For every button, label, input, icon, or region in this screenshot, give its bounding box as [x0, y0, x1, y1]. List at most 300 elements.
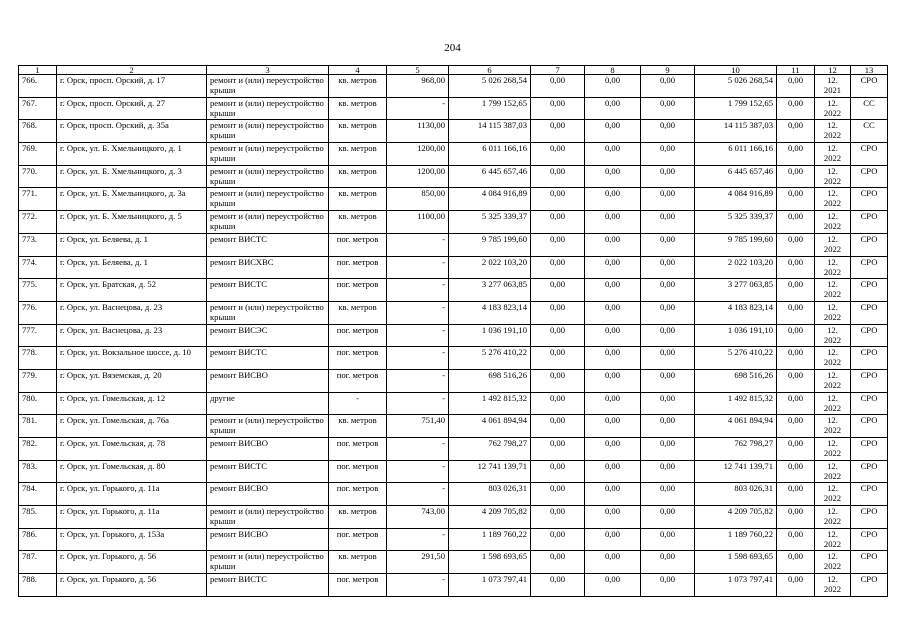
work-type-cell: ремонт и (или) переустройство крыши [207, 143, 329, 166]
capital-repair-table [18, 65, 888, 597]
col7-cell: 0,00 [531, 188, 585, 211]
col9-cell: 0,00 [641, 97, 695, 120]
col9-cell: 0,00 [641, 506, 695, 529]
col11-cell: 0,00 [777, 143, 815, 166]
table-row [19, 279, 888, 302]
method-cell: СРО [851, 211, 888, 234]
col8-cell: 0,00 [585, 369, 641, 392]
col8-cell: 0,00 [585, 506, 641, 529]
volume-cell: - [387, 438, 449, 461]
col9-cell: 0,00 [641, 574, 695, 597]
total-cell: 1 189 760,22 [695, 528, 777, 551]
method-cell: СРО [851, 460, 888, 483]
row-number: 782. [19, 438, 57, 461]
deadline-cell: 12. 2022 [815, 97, 851, 120]
cost-cell: 4 084 916,89 [449, 188, 531, 211]
deadline-cell: 12. 2022 [815, 301, 851, 324]
total-cell: 4 061 894,94 [695, 415, 777, 438]
work-type-cell: ремонт ВИСТС [207, 460, 329, 483]
table-row [19, 551, 888, 574]
col11-cell: 0,00 [777, 279, 815, 302]
volume-cell: - [387, 97, 449, 120]
column-header: 5 [387, 66, 449, 75]
col7-cell: 0,00 [531, 279, 585, 302]
cost-cell: 803 026,31 [449, 483, 531, 506]
address-cell: г. Орск, ул. Б. Хмельницкого, д. 3а [57, 188, 207, 211]
col9-cell: 0,00 [641, 392, 695, 415]
table-row [19, 120, 888, 143]
deadline-cell: 12. 2022 [815, 460, 851, 483]
volume-cell: - [387, 301, 449, 324]
address-cell: г. Орск, ул. Братская, д. 52 [57, 279, 207, 302]
work-type-cell: ремонт и (или) переустройство крыши [207, 120, 329, 143]
table-body [19, 75, 888, 597]
col9-cell: 0,00 [641, 415, 695, 438]
row-number: 770. [19, 165, 57, 188]
address-cell: г. Орск, просп. Орский, д. 35а [57, 120, 207, 143]
volume-cell: 291,50 [387, 551, 449, 574]
deadline-cell: 12. 2022 [815, 256, 851, 279]
total-cell: 14 115 387,03 [695, 120, 777, 143]
col8-cell: 0,00 [585, 97, 641, 120]
col9-cell: 0,00 [641, 301, 695, 324]
col11-cell: 0,00 [777, 506, 815, 529]
total-cell: 12 741 139,71 [695, 460, 777, 483]
volume-cell: - [387, 483, 449, 506]
cost-cell: 5 325 339,37 [449, 211, 531, 234]
work-type-cell: ремонт ВИСТС [207, 574, 329, 597]
cost-cell: 1 189 760,22 [449, 528, 531, 551]
col9-cell: 0,00 [641, 460, 695, 483]
method-cell: СРО [851, 233, 888, 256]
table-row [19, 460, 888, 483]
total-cell: 5 325 339,37 [695, 211, 777, 234]
address-cell: г. Орск, ул. Горького, д. 56 [57, 574, 207, 597]
table-row [19, 324, 888, 347]
table-row [19, 415, 888, 438]
deadline-cell: 12. 2022 [815, 438, 851, 461]
col7-cell: 0,00 [531, 120, 585, 143]
column-number-row [19, 66, 888, 75]
total-cell: 1 036 191,10 [695, 324, 777, 347]
method-cell: СРО [851, 415, 888, 438]
table-row [19, 438, 888, 461]
unit-cell: пог. метров [329, 347, 387, 370]
method-cell: СРО [851, 279, 888, 302]
col8-cell: 0,00 [585, 460, 641, 483]
deadline-cell: 12. 2022 [815, 415, 851, 438]
volume-cell: 1200,00 [387, 143, 449, 166]
unit-cell: пог. метров [329, 528, 387, 551]
method-cell: СРО [851, 369, 888, 392]
row-number: 766. [19, 75, 57, 98]
volume-cell: - [387, 528, 449, 551]
row-number: 783. [19, 460, 57, 483]
method-cell: СРО [851, 438, 888, 461]
row-number: 779. [19, 369, 57, 392]
col9-cell: 0,00 [641, 143, 695, 166]
work-type-cell: ремонт ВИСЭС [207, 324, 329, 347]
col8-cell: 0,00 [585, 279, 641, 302]
volume-cell: 1130,00 [387, 120, 449, 143]
col11-cell: 0,00 [777, 551, 815, 574]
cost-cell: 1 799 152,65 [449, 97, 531, 120]
column-header: 6 [449, 66, 531, 75]
cost-cell: 12 741 139,71 [449, 460, 531, 483]
table-row [19, 301, 888, 324]
unit-cell: пог. метров [329, 438, 387, 461]
work-type-cell: ремонт и (или) переустройство крыши [207, 75, 329, 98]
row-number: 771. [19, 188, 57, 211]
cost-cell: 3 277 063,85 [449, 279, 531, 302]
unit-cell: пог. метров [329, 574, 387, 597]
col8-cell: 0,00 [585, 256, 641, 279]
work-type-cell: ремонт ВИСВО [207, 483, 329, 506]
column-header: 11 [777, 66, 815, 75]
col11-cell: 0,00 [777, 347, 815, 370]
unit-cell: - [329, 392, 387, 415]
table-row [19, 165, 888, 188]
col7-cell: 0,00 [531, 392, 585, 415]
volume-cell: 743,00 [387, 506, 449, 529]
col11-cell: 0,00 [777, 574, 815, 597]
total-cell: 9 785 199,60 [695, 233, 777, 256]
unit-cell: пог. метров [329, 483, 387, 506]
unit-cell: кв. метров [329, 506, 387, 529]
cost-cell: 698 516,26 [449, 369, 531, 392]
col8-cell: 0,00 [585, 75, 641, 98]
work-type-cell: ремонт и (или) переустройство крыши [207, 415, 329, 438]
col9-cell: 0,00 [641, 211, 695, 234]
col8-cell: 0,00 [585, 233, 641, 256]
address-cell: г. Орск, просп. Орский, д. 27 [57, 97, 207, 120]
col9-cell: 0,00 [641, 369, 695, 392]
col11-cell: 0,00 [777, 392, 815, 415]
deadline-cell: 12. 2022 [815, 528, 851, 551]
cost-cell: 14 115 387,03 [449, 120, 531, 143]
total-cell: 3 277 063,85 [695, 279, 777, 302]
row-number: 788. [19, 574, 57, 597]
method-cell: СРО [851, 392, 888, 415]
row-number: 776. [19, 301, 57, 324]
col7-cell: 0,00 [531, 369, 585, 392]
col8-cell: 0,00 [585, 347, 641, 370]
col8-cell: 0,00 [585, 324, 641, 347]
deadline-cell: 12. 2021 [815, 75, 851, 98]
column-header: 2 [57, 66, 207, 75]
col8-cell: 0,00 [585, 143, 641, 166]
col11-cell: 0,00 [777, 97, 815, 120]
cost-cell: 5 276 410,22 [449, 347, 531, 370]
work-type-cell: ремонт ВИСВО [207, 438, 329, 461]
address-cell: г. Орск, ул. Горького, д. 11а [57, 483, 207, 506]
col11-cell: 0,00 [777, 324, 815, 347]
row-number: 778. [19, 347, 57, 370]
method-cell: СРО [851, 256, 888, 279]
table-row [19, 211, 888, 234]
unit-cell: кв. метров [329, 188, 387, 211]
col8-cell: 0,00 [585, 165, 641, 188]
cost-cell: 762 798,27 [449, 438, 531, 461]
row-number: 767. [19, 97, 57, 120]
col11-cell: 0,00 [777, 256, 815, 279]
col8-cell: 0,00 [585, 551, 641, 574]
row-number: 781. [19, 415, 57, 438]
table-row [19, 506, 888, 529]
volume-cell: - [387, 460, 449, 483]
address-cell: г. Орск, ул. Б. Хмельницкого, д. 5 [57, 211, 207, 234]
cost-cell: 6 445 657,46 [449, 165, 531, 188]
col7-cell: 0,00 [531, 75, 585, 98]
column-header: 3 [207, 66, 329, 75]
col11-cell: 0,00 [777, 438, 815, 461]
deadline-cell: 12. 2022 [815, 165, 851, 188]
col11-cell: 0,00 [777, 415, 815, 438]
unit-cell: пог. метров [329, 233, 387, 256]
cost-cell: 4 061 894,94 [449, 415, 531, 438]
col11-cell: 0,00 [777, 369, 815, 392]
work-type-cell: ремонт ВИСТС [207, 347, 329, 370]
col7-cell: 0,00 [531, 301, 585, 324]
work-type-cell: ремонт и (или) переустройство крыши [207, 165, 329, 188]
method-cell: СРО [851, 347, 888, 370]
col8-cell: 0,00 [585, 120, 641, 143]
column-header: 10 [695, 66, 777, 75]
col7-cell: 0,00 [531, 143, 585, 166]
col8-cell: 0,00 [585, 438, 641, 461]
total-cell: 2 022 103,20 [695, 256, 777, 279]
total-cell: 803 026,31 [695, 483, 777, 506]
table-row [19, 574, 888, 597]
col7-cell: 0,00 [531, 483, 585, 506]
unit-cell: кв. метров [329, 551, 387, 574]
row-number: 777. [19, 324, 57, 347]
address-cell: г. Орск, ул. Вокзальное шоссе, д. 10 [57, 347, 207, 370]
volume-cell: - [387, 324, 449, 347]
col9-cell: 0,00 [641, 75, 695, 98]
column-header: 12 [815, 66, 851, 75]
row-number: 772. [19, 211, 57, 234]
column-header: 4 [329, 66, 387, 75]
col9-cell: 0,00 [641, 528, 695, 551]
cost-cell: 5 026 268,54 [449, 75, 531, 98]
deadline-cell: 12. 2022 [815, 211, 851, 234]
col9-cell: 0,00 [641, 551, 695, 574]
unit-cell: кв. метров [329, 165, 387, 188]
cost-cell: 1 036 191,10 [449, 324, 531, 347]
table-row [19, 256, 888, 279]
deadline-cell: 12. 2022 [815, 392, 851, 415]
address-cell: г. Орск, ул. Беляева, д. 1 [57, 233, 207, 256]
work-type-cell: ремонт ВИСВО [207, 369, 329, 392]
address-cell: г. Орск, просп. Орский, д. 17 [57, 75, 207, 98]
column-header: 1 [19, 66, 57, 75]
table-row [19, 233, 888, 256]
deadline-cell: 12. 2022 [815, 143, 851, 166]
volume-cell: - [387, 392, 449, 415]
work-type-cell: ремонт ВИСТС [207, 279, 329, 302]
col7-cell: 0,00 [531, 506, 585, 529]
deadline-cell: 12. 2022 [815, 324, 851, 347]
col8-cell: 0,00 [585, 301, 641, 324]
deadline-cell: 12. 2022 [815, 369, 851, 392]
column-header: 8 [585, 66, 641, 75]
col7-cell: 0,00 [531, 415, 585, 438]
cost-cell: 2 022 103,20 [449, 256, 531, 279]
address-cell: г. Орск, ул. Гомельская, д. 78 [57, 438, 207, 461]
method-cell: СС [851, 120, 888, 143]
total-cell: 1 073 797,41 [695, 574, 777, 597]
unit-cell: кв. метров [329, 97, 387, 120]
address-cell: г. Орск, ул. Гомельская, д. 12 [57, 392, 207, 415]
address-cell: г. Орск, ул. Б. Хмельницкого, д. 3 [57, 165, 207, 188]
unit-cell: пог. метров [329, 256, 387, 279]
method-cell: СРО [851, 75, 888, 98]
work-type-cell: другие [207, 392, 329, 415]
row-number: 768. [19, 120, 57, 143]
table-row [19, 143, 888, 166]
unit-cell: кв. метров [329, 211, 387, 234]
cost-cell: 1 492 815,32 [449, 392, 531, 415]
col9-cell: 0,00 [641, 483, 695, 506]
col7-cell: 0,00 [531, 574, 585, 597]
cost-cell: 1 598 693,65 [449, 551, 531, 574]
total-cell: 6 011 166,16 [695, 143, 777, 166]
unit-cell: кв. метров [329, 120, 387, 143]
volume-cell: 751,40 [387, 415, 449, 438]
volume-cell: - [387, 347, 449, 370]
method-cell: СРО [851, 551, 888, 574]
total-cell: 5 276 410,22 [695, 347, 777, 370]
cost-cell: 4 183 823,14 [449, 301, 531, 324]
total-cell: 5 026 268,54 [695, 75, 777, 98]
unit-cell: кв. метров [329, 301, 387, 324]
work-type-cell: ремонт и (или) переустройство крыши [207, 188, 329, 211]
col11-cell: 0,00 [777, 211, 815, 234]
total-cell: 4 209 705,82 [695, 506, 777, 529]
unit-cell: пог. метров [329, 279, 387, 302]
page-number: 204 [444, 42, 461, 54]
cost-cell: 9 785 199,60 [449, 233, 531, 256]
col8-cell: 0,00 [585, 528, 641, 551]
address-cell: г. Орск, ул. Васнецова, д. 23 [57, 301, 207, 324]
table-row [19, 392, 888, 415]
address-cell: г. Орск, ул. Гомельская, д. 76а [57, 415, 207, 438]
cost-cell: 4 209 705,82 [449, 506, 531, 529]
method-cell: СРО [851, 143, 888, 166]
row-number: 774. [19, 256, 57, 279]
col7-cell: 0,00 [531, 460, 585, 483]
deadline-cell: 12. 2022 [815, 347, 851, 370]
table-row [19, 75, 888, 98]
deadline-cell: 12. 2022 [815, 574, 851, 597]
address-cell: г. Орск, ул. Беляева, д. 1 [57, 256, 207, 279]
row-number: 773. [19, 233, 57, 256]
work-type-cell: ремонт ВИСХВС [207, 256, 329, 279]
col8-cell: 0,00 [585, 392, 641, 415]
deadline-cell: 12. 2022 [815, 279, 851, 302]
col11-cell: 0,00 [777, 188, 815, 211]
col11-cell: 0,00 [777, 120, 815, 143]
total-cell: 698 516,26 [695, 369, 777, 392]
cost-cell: 6 011 166,16 [449, 143, 531, 166]
col7-cell: 0,00 [531, 256, 585, 279]
work-type-cell: ремонт и (или) переустройство крыши [207, 506, 329, 529]
volume-cell: - [387, 279, 449, 302]
method-cell: СРО [851, 188, 888, 211]
work-type-cell: ремонт ВИСВО [207, 528, 329, 551]
col8-cell: 0,00 [585, 483, 641, 506]
col11-cell: 0,00 [777, 528, 815, 551]
row-number: 780. [19, 392, 57, 415]
volume-cell: - [387, 233, 449, 256]
address-cell: г. Орск, ул. Васнецова, д. 23 [57, 324, 207, 347]
col9-cell: 0,00 [641, 233, 695, 256]
address-cell: г. Орск, ул. Горького, д. 153а [57, 528, 207, 551]
work-type-cell: ремонт ВИСТС [207, 233, 329, 256]
volume-cell: - [387, 369, 449, 392]
row-number: 769. [19, 143, 57, 166]
volume-cell: - [387, 256, 449, 279]
col7-cell: 0,00 [531, 211, 585, 234]
unit-cell: пог. метров [329, 369, 387, 392]
col9-cell: 0,00 [641, 324, 695, 347]
unit-cell: пог. метров [329, 460, 387, 483]
column-header: 7 [531, 66, 585, 75]
total-cell: 6 445 657,46 [695, 165, 777, 188]
deadline-cell: 12. 2022 [815, 120, 851, 143]
method-cell: СРО [851, 574, 888, 597]
volume-cell: - [387, 574, 449, 597]
row-number: 784. [19, 483, 57, 506]
unit-cell: кв. метров [329, 143, 387, 166]
col8-cell: 0,00 [585, 188, 641, 211]
col9-cell: 0,00 [641, 256, 695, 279]
total-cell: 4 183 823,14 [695, 301, 777, 324]
total-cell: 762 798,27 [695, 438, 777, 461]
col9-cell: 0,00 [641, 120, 695, 143]
table-row [19, 97, 888, 120]
row-number: 785. [19, 506, 57, 529]
col7-cell: 0,00 [531, 165, 585, 188]
col7-cell: 0,00 [531, 438, 585, 461]
col11-cell: 0,00 [777, 165, 815, 188]
col9-cell: 0,00 [641, 165, 695, 188]
work-type-cell: ремонт и (или) переустройство крыши [207, 211, 329, 234]
col7-cell: 0,00 [531, 324, 585, 347]
deadline-cell: 12. 2022 [815, 551, 851, 574]
col11-cell: 0,00 [777, 301, 815, 324]
table-row [19, 188, 888, 211]
work-type-cell: ремонт и (или) переустройство крыши [207, 97, 329, 120]
col11-cell: 0,00 [777, 233, 815, 256]
column-header: 9 [641, 66, 695, 75]
method-cell: СРО [851, 301, 888, 324]
method-cell: СС [851, 97, 888, 120]
address-cell: г. Орск, ул. Вяземская, д. 20 [57, 369, 207, 392]
address-cell: г. Орск, ул. Горького, д. 11а [57, 506, 207, 529]
col8-cell: 0,00 [585, 415, 641, 438]
table-row [19, 528, 888, 551]
address-cell: г. Орск, ул. Горького, д. 56 [57, 551, 207, 574]
total-cell: 4 084 916,89 [695, 188, 777, 211]
col9-cell: 0,00 [641, 347, 695, 370]
volume-cell: 1100,00 [387, 211, 449, 234]
method-cell: СРО [851, 483, 888, 506]
address-cell: г. Орск, ул. Гомельская, д. 80 [57, 460, 207, 483]
cost-cell: 1 073 797,41 [449, 574, 531, 597]
total-cell: 1 492 815,32 [695, 392, 777, 415]
